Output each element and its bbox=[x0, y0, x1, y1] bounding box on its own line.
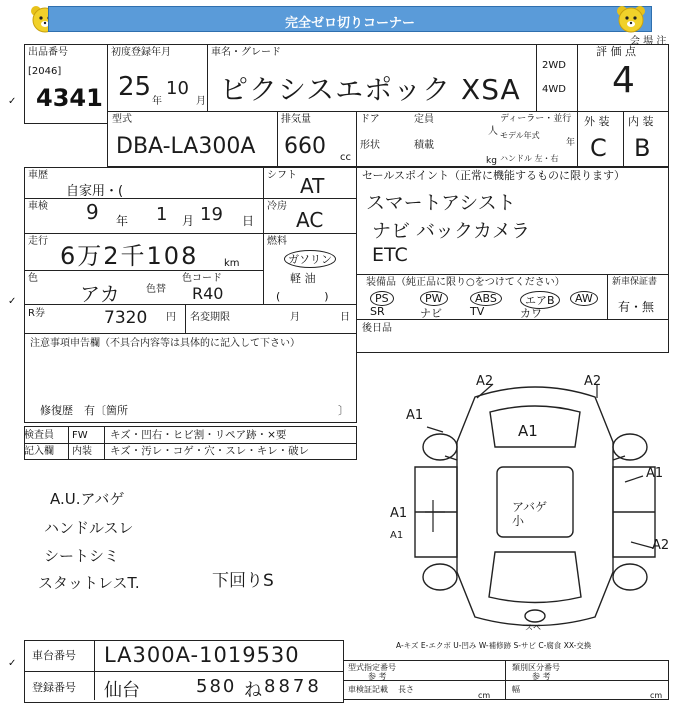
record-label: 記入欄 bbox=[24, 446, 54, 457]
recycle-label: R券 bbox=[28, 308, 45, 319]
model-label: 型式 bbox=[112, 114, 132, 125]
equipment-item-カワ: カワ bbox=[520, 307, 542, 320]
aircon-label: 冷房 bbox=[267, 201, 287, 212]
fuel-gasoline-circle: ガソリン bbox=[284, 250, 336, 268]
equipment-item-ABS: ABS bbox=[470, 291, 502, 306]
diagram-mark-roof: アバゲ小 bbox=[512, 500, 548, 528]
shift-value: AT bbox=[300, 174, 325, 198]
door-label: ドア bbox=[360, 114, 380, 125]
note-4: スタットレスT. bbox=[38, 574, 140, 592]
load-label: 積載 bbox=[414, 140, 434, 151]
note-3: シートシミ bbox=[44, 547, 120, 565]
color-label: 色 bbox=[28, 273, 38, 284]
fw-label: FW bbox=[72, 430, 88, 441]
inspector-label: 検査員 bbox=[24, 430, 54, 441]
interior-check-items: キズ・汚レ・コゲ・穴・スレ・キレ・破レ bbox=[110, 445, 310, 457]
bottom-right-divider-h bbox=[344, 680, 668, 681]
usage-label: 車歴 bbox=[28, 170, 48, 181]
interior-value: B bbox=[634, 134, 651, 162]
equipment-label: 装備品（純正品に限り○をつけてください） bbox=[366, 277, 565, 288]
diagram-mark-a1-left-lower: A1 bbox=[390, 530, 404, 541]
interior-check-label: 内装 bbox=[72, 446, 92, 457]
plate-number: 8878 bbox=[264, 676, 322, 697]
category-number-ref: 参 考 bbox=[532, 672, 551, 681]
registration-year-unit: 年 bbox=[152, 96, 162, 107]
diagram-mark-a2-top-right: A2 bbox=[584, 374, 602, 389]
model-year-label: モデル年式 bbox=[500, 131, 540, 140]
length-unit: cm bbox=[478, 691, 491, 700]
sales-point-1: スマートアシスト bbox=[366, 192, 516, 214]
type-number-label: 型式指定番号 bbox=[348, 663, 396, 672]
drive-2wd: 2WD bbox=[542, 60, 566, 71]
plate-divider bbox=[94, 672, 95, 700]
inspection-month: 1 bbox=[156, 204, 168, 225]
car-name-label: 車名・グレード bbox=[211, 47, 281, 58]
drive-4wd: 4WD bbox=[542, 84, 566, 95]
margin-tick: ✓ bbox=[8, 96, 17, 107]
inspector-row-line bbox=[25, 443, 356, 444]
plate-class: 580 bbox=[196, 676, 237, 697]
sales-point-2: ナビ バックカメラ bbox=[372, 220, 531, 242]
diagram-mark-a2-right-rear: A2 bbox=[652, 538, 670, 553]
inspection-label: 車検 bbox=[28, 201, 48, 212]
length-label: 長さ bbox=[398, 685, 414, 694]
color-change-label: 色替 bbox=[146, 284, 166, 295]
mileage-unit: km bbox=[224, 258, 240, 269]
handle-label: ハンドル 左・右 bbox=[500, 154, 559, 163]
fuel-label: 燃料 bbox=[267, 236, 287, 247]
fuel-diesel: 軽 油 bbox=[290, 272, 316, 285]
equipment-item-AW: AW bbox=[570, 291, 598, 306]
repair-history: 修復歴 有〔箇所 bbox=[40, 404, 128, 417]
width-unit: cm bbox=[650, 691, 663, 700]
sales-point-3: ETC bbox=[372, 244, 408, 266]
usage-box bbox=[24, 167, 264, 199]
type-number-ref: 参 考 bbox=[368, 672, 387, 681]
margin-tick-3: ✓ bbox=[8, 658, 17, 669]
equipment-item-エアB: エアB bbox=[520, 291, 560, 309]
registration-month-unit: 月 bbox=[196, 96, 206, 107]
recycle-unit: 円 bbox=[166, 312, 176, 323]
recycle-value: 7320 bbox=[104, 308, 148, 328]
note-1: A.U.アバゲ bbox=[50, 490, 125, 508]
diagram-mark-a1-left-front: A1 bbox=[406, 408, 424, 423]
fuel-paren: ( ) bbox=[276, 290, 329, 303]
rating-label: 評 価 点 bbox=[596, 45, 636, 58]
drive-box bbox=[536, 44, 578, 112]
rear-items-label: 後日品 bbox=[362, 323, 392, 334]
inspection-day-unit: 日 bbox=[242, 214, 255, 228]
repair-history-close: 〕 bbox=[338, 404, 349, 417]
lot-sub: [2046] bbox=[28, 66, 62, 77]
venue-note: 会 場 注 bbox=[630, 36, 667, 47]
equipment-item-PW: PW bbox=[420, 291, 448, 306]
aircon-value: AC bbox=[296, 208, 324, 232]
dealer-label: ディーラー・並行 bbox=[500, 114, 572, 124]
exterior-value: C bbox=[590, 134, 607, 162]
model-year-unit: 年 bbox=[566, 138, 576, 148]
plate-label: 登録番号 bbox=[32, 681, 76, 694]
width-label: 幅 bbox=[512, 685, 520, 694]
interior-label: 内 装 bbox=[628, 115, 654, 128]
chassis-label: 車台番号 bbox=[32, 649, 76, 662]
banner-title: 完全ゼロ切りコーナー bbox=[284, 16, 415, 31]
registration-year: 25 bbox=[118, 72, 152, 102]
mileage-value: 6万2千108 bbox=[60, 242, 199, 270]
car-name-value: ピクシスエポック XSA bbox=[220, 73, 521, 106]
capacity-label: 定員 bbox=[414, 114, 434, 125]
plate-region: 仙台 bbox=[104, 680, 140, 701]
load-unit: kg bbox=[486, 156, 497, 166]
diagram-mark-a2-top-left: A2 bbox=[476, 374, 494, 389]
chassis-divider bbox=[94, 641, 95, 671]
chassis-value: LA300A-1019530 bbox=[104, 643, 300, 667]
lot-number: 4341 bbox=[36, 84, 103, 112]
sales-points-label: セールスポイント（正常に機能するものに限ります） bbox=[362, 169, 626, 182]
name-change-month: 月 bbox=[290, 312, 300, 323]
warranty-value: 有・無 bbox=[618, 300, 655, 314]
equipment-item-TV: TV bbox=[470, 305, 485, 318]
shift-label: シフト bbox=[267, 170, 297, 181]
equipment-item-SR: SR bbox=[370, 305, 385, 318]
color-code-label: 色コード bbox=[182, 273, 222, 284]
shape-label: 形状 bbox=[360, 140, 380, 151]
bear-logo-right-icon bbox=[614, 4, 648, 34]
notes-label: 注意事項申告欄（不具合内容等は具体的に記入して下さい） bbox=[30, 338, 300, 349]
capacity-unit: 人 bbox=[488, 126, 498, 137]
color-box bbox=[24, 270, 264, 305]
banner bbox=[48, 6, 652, 32]
inspection-month-unit: 月 bbox=[182, 214, 195, 228]
displacement-label: 排気量 bbox=[281, 114, 311, 125]
inspection-year: 9 bbox=[86, 200, 99, 224]
equipment-item-PS: PS bbox=[370, 291, 394, 306]
diagram-mark-a1-left: A1 bbox=[390, 506, 408, 521]
fuel-gasoline bbox=[284, 250, 336, 268]
ext-int-divider bbox=[623, 112, 624, 166]
equipment-item-ナビ: ナビ bbox=[420, 307, 442, 320]
rear-items-box bbox=[356, 319, 669, 353]
registration-label: 初度登録年月 bbox=[111, 47, 171, 58]
color-code-value: R40 bbox=[192, 284, 224, 303]
registration-month: 10 bbox=[166, 78, 189, 99]
note-underbody: 下回りS bbox=[212, 571, 274, 591]
displacement-unit: cc bbox=[340, 152, 351, 163]
inspection-year-unit: 年 bbox=[116, 214, 129, 228]
note-2: ハンドルスレ bbox=[44, 519, 134, 537]
rating-value: 4 bbox=[612, 60, 635, 101]
inspection-box bbox=[24, 198, 264, 234]
lot-label: 出品番号 bbox=[28, 47, 68, 58]
name-change-day: 日 bbox=[340, 312, 350, 323]
fw-items: キズ・凹右・ヒビ割・リペア跡・×要 bbox=[110, 429, 287, 441]
plate-kana: ね bbox=[244, 680, 262, 701]
mileage-label: 走行 bbox=[28, 236, 48, 247]
displacement-value: 660 bbox=[284, 134, 326, 159]
exterior-label: 外 装 bbox=[584, 115, 610, 128]
diagram-mark-a1-hood: A1 bbox=[518, 422, 538, 440]
diagram-bottom-note: スペ bbox=[525, 623, 541, 632]
warranty-label: 新車保証書 bbox=[612, 277, 658, 287]
diagram-mark-a1-right: A1 bbox=[646, 466, 664, 481]
name-change-label: 名変期限 bbox=[190, 312, 230, 323]
category-number-label: 類別区分番号 bbox=[512, 663, 560, 672]
model-value: DBA-LA300A bbox=[116, 134, 256, 159]
size-label: 車検証記載 bbox=[348, 685, 388, 694]
inspection-day: 19 bbox=[200, 204, 223, 225]
damage-legend: A-キズ E-エクボ U-凹み W-補修跡 S-サビ C-腐食 XX-交換 bbox=[396, 641, 592, 650]
margin-tick-2: ✓ bbox=[8, 296, 17, 307]
usage-value: 自家用・( bbox=[66, 184, 124, 199]
color-value: アカ bbox=[80, 282, 120, 306]
